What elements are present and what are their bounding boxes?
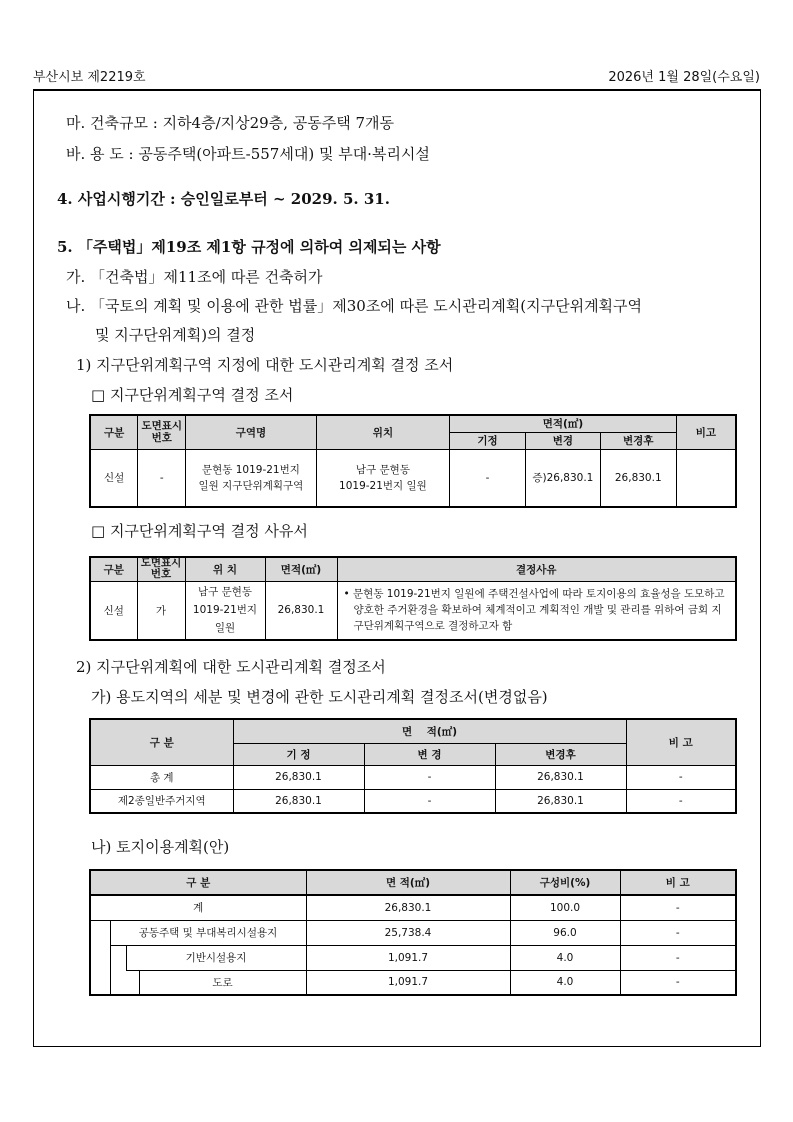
t3-after: 26,830.1 bbox=[495, 789, 626, 813]
table4-caption: 나) 토지이용계획(안) bbox=[91, 838, 230, 856]
zoning-table bbox=[89, 718, 737, 814]
subsection-2-title: 2) 지구단위계획에 대한 도시관리계획 결정조서 bbox=[76, 658, 386, 676]
t3-before: 26,830.1 bbox=[233, 789, 364, 813]
item-na-line2: 및 지구단위계획)의 결정 bbox=[95, 326, 256, 344]
table-row bbox=[90, 970, 736, 995]
t1-before: - bbox=[450, 449, 526, 507]
t1-header-after: 변경후 bbox=[600, 432, 676, 449]
t4-note: - bbox=[620, 895, 736, 920]
item-na-line1: 나. 「국토의 계획 및 이용에 관한 법률」제30조에 따른 도시관리계획(지구단위계획구역 bbox=[66, 297, 643, 315]
t1-header-before: 기정 bbox=[450, 432, 526, 449]
table-row bbox=[90, 765, 736, 789]
district-reason-table bbox=[89, 556, 737, 641]
t1-header-area: 면적(㎡) bbox=[450, 415, 676, 432]
t2-location: 남구 문현동 1019-21번지 일원 bbox=[185, 581, 265, 640]
t4-name: 기반시설용지 bbox=[126, 945, 306, 970]
table-row bbox=[90, 789, 736, 813]
t1-header-map-number: 도면표시 번호 bbox=[138, 415, 186, 449]
t1-gubun: 신설 bbox=[90, 449, 138, 507]
t4-area: 1,091.7 bbox=[306, 970, 510, 995]
t4-ratio: 4.0 bbox=[510, 970, 620, 995]
t3-before: 26,830.1 bbox=[233, 765, 364, 789]
t4-ratio: 100.0 bbox=[510, 895, 620, 920]
t4-name: 공동주택 및 부대복리시설용지 bbox=[110, 920, 306, 945]
section-5-title: 5. 「주택법」제19조 제1항 규정에 의하여 의제되는 사항 bbox=[57, 238, 441, 256]
t3-gubun: 제2종일반주거지역 bbox=[90, 789, 233, 813]
t4-ratio: 4.0 bbox=[510, 945, 620, 970]
t4-area: 25,738.4 bbox=[306, 920, 510, 945]
table-row bbox=[90, 945, 736, 970]
table-row bbox=[90, 920, 736, 945]
t4-header-gubun: 구 분 bbox=[90, 870, 306, 895]
t1-header-change: 변경 bbox=[525, 432, 600, 449]
table2-caption: □ 지구단위계획구역 결정 사유서 bbox=[91, 522, 308, 540]
t3-header-gubun: 구 분 bbox=[90, 719, 233, 765]
t4-area: 1,091.7 bbox=[306, 945, 510, 970]
t2-header-map-number: 도면표시 번호 bbox=[137, 557, 185, 581]
t1-map-number: - bbox=[138, 449, 186, 507]
t1-header-note: 비고 bbox=[676, 415, 736, 449]
bulletin-date: 2026년 1월 28일(수요일) bbox=[608, 70, 760, 85]
t4-note: - bbox=[620, 945, 736, 970]
t1-change: 증)26,830.1 bbox=[525, 449, 600, 507]
t4-note: - bbox=[620, 920, 736, 945]
t3-header-before: 기 정 bbox=[233, 743, 364, 765]
t1-header-gubun: 구분 bbox=[90, 415, 138, 449]
district-decision-table bbox=[89, 414, 737, 508]
t3-after: 26,830.1 bbox=[495, 765, 626, 789]
bulletin-issue: 부산시보 제2219호 bbox=[33, 70, 146, 85]
subsection-1-title: 1) 지구단위계획구역 지정에 대한 도시관리계획 결정 조서 bbox=[76, 356, 454, 374]
t4-name: 계 bbox=[90, 895, 306, 920]
t2-map-number: 가 bbox=[137, 581, 185, 640]
table-row bbox=[90, 449, 736, 507]
t3-header-area: 면 적(㎡) bbox=[233, 719, 626, 743]
t3-change: - bbox=[364, 789, 495, 813]
t4-header-area: 면 적(㎡) bbox=[306, 870, 510, 895]
t1-location: 남구 문현동 1019-21번지 일원 bbox=[316, 449, 450, 507]
t1-note bbox=[676, 449, 736, 507]
t2-header-gubun: 구분 bbox=[90, 557, 137, 581]
t4-area: 26,830.1 bbox=[306, 895, 510, 920]
t3-gubun: 총 계 bbox=[90, 765, 233, 789]
building-scale: 마. 건축규모 : 지하4층/지상29층, 공동주택 7개동 bbox=[66, 114, 394, 132]
t2-area: 26,830.1 bbox=[265, 581, 337, 640]
item-ga: 가. 「건축법」제11조에 따른 건축허가 bbox=[66, 268, 323, 286]
table-row bbox=[90, 581, 736, 640]
project-period: 4. 사업시행기간 : 승인일로부터 ~ 2029. 5. 31. bbox=[57, 190, 390, 208]
t4-header-ratio: 구성비(%) bbox=[510, 870, 620, 895]
t1-after: 26,830.1 bbox=[600, 449, 676, 507]
land-use-table bbox=[89, 869, 737, 996]
t3-change: - bbox=[364, 765, 495, 789]
t1-header-district-name: 구역명 bbox=[186, 415, 317, 449]
table3-caption: 가) 용도지역의 세분 및 변경에 관한 도시관리계획 결정조서(변경없음) bbox=[91, 688, 548, 706]
t2-reason: • 문현동 1019-21번지 일원에 주택건설사업에 따라 토지이용의 효율성을 도모하고 양호한 주거환경을 확보하여 체계적이고 계획적인 개발 및 관리를 위하여 금회 지구단위계획구역으로 결정하고자 함 bbox=[337, 581, 736, 640]
t3-header-change: 변 경 bbox=[364, 743, 495, 765]
t4-ratio: 96.0 bbox=[510, 920, 620, 945]
t4-header-note: 비 고 bbox=[620, 870, 736, 895]
t4-name: 도로 bbox=[139, 970, 306, 995]
t2-gubun: 신설 bbox=[90, 581, 137, 640]
building-usage: 바. 용 도 : 공동주택(아파트-557세대) 및 부대·복리시설 bbox=[66, 145, 430, 163]
t1-header-location: 위치 bbox=[316, 415, 450, 449]
table1-caption: □ 지구단위계획구역 결정 조서 bbox=[91, 386, 294, 404]
t3-header-after: 변경후 bbox=[495, 743, 626, 765]
t1-district-name: 문현동 1019-21번지 일원 지구단위계획구역 bbox=[186, 449, 317, 507]
t4-note: - bbox=[620, 970, 736, 995]
t2-header-area: 면적(㎡) bbox=[265, 557, 337, 581]
t3-note: - bbox=[626, 789, 736, 813]
table-row bbox=[90, 895, 736, 920]
t2-header-reason: 결정사유 bbox=[337, 557, 736, 581]
t2-header-location: 위 치 bbox=[185, 557, 265, 581]
t3-header-note: 비 고 bbox=[626, 719, 736, 765]
t3-note: - bbox=[626, 765, 736, 789]
